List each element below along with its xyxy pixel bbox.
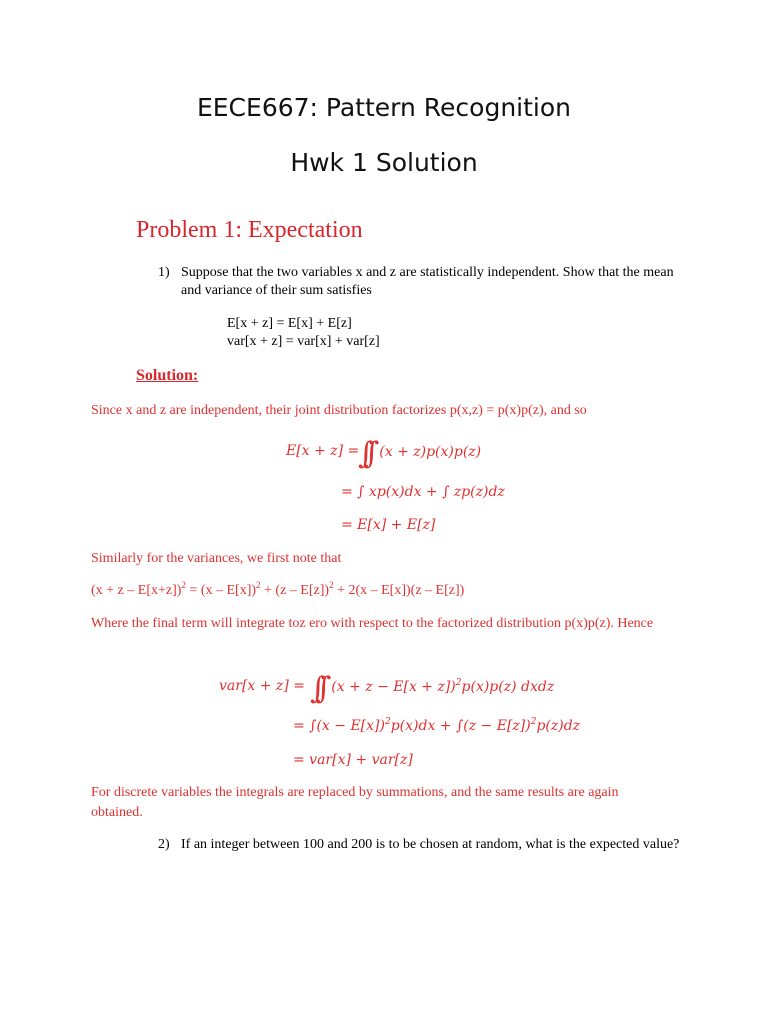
question-number: 2): [158, 837, 170, 852]
question-text: Suppose that the two variables x and z are statistically independent. Show that the mean and variance of their sum satisfies: [181, 265, 674, 298]
problem-heading: Problem 1: Expectation: [136, 217, 363, 243]
mean-derivation-line-3: = E[x] + E[z]: [341, 517, 436, 533]
double-integral-icon: ∫∫: [310, 671, 322, 706]
var-derivation-line-2: = $\int(x - E[x])^2p(x)dx + \int(z - E[z])^2p(z)dz$: [293, 717, 581, 734]
mean-derivation-lhs: E[x + z] =: [286, 443, 360, 459]
question-number: 1): [158, 265, 170, 280]
variance-intro: Similarly for the variances, we first note that: [91, 551, 342, 566]
solution-intro: Since x and z are independent, their joint distribution factorizes p(x,z) = p(x)p(z), and so: [91, 403, 587, 418]
question-1: [158, 264, 683, 304]
double-integral-icon: ∫∫: [358, 436, 370, 471]
solution-heading: Solution:: [136, 367, 199, 384]
variance-identity: $(x + z - E[x+z])^2 = (x - E[x])^2 + (z - E[z])^2 + 2(x - E[x])(z - E[z])$: [91, 580, 465, 598]
var-derivation-lhs: var[x + z] =: [219, 678, 305, 694]
mean-derivation-line-2: = ∫ xp(x)dx + ∫ zp(z)dz: [341, 484, 505, 500]
final-term-note: Where the final term will integrate toz ero with respect to the factorized distribution p(x)p(z). Hence: [91, 616, 654, 631]
document-title: Hwk 1 Solution: [290, 148, 478, 177]
mean-derivation-rhs: ∫∫ (x + z)p(x)p(z): [358, 436, 482, 471]
variance-equation: var[x + z] = var[x] + var[z]: [227, 334, 380, 349]
question-text: If an integer between 100 and 200 is to be chosen at random, what is the expected value?: [181, 837, 680, 852]
var-derivation-line-3: = var[x] + var[z]: [293, 752, 413, 768]
question-2: [158, 836, 683, 876]
discrete-note: For discrete variables the integrals are replaced by summations, and the same results are again obtained.: [91, 785, 619, 820]
mean-equation: E[x + z] = E[x] + E[z]: [227, 316, 352, 331]
course-title: EECE667: Pattern Recognition: [196, 93, 572, 122]
var-derivation-rhs: ∫∫ $(x + z - E[x + z])^2p(x)p(z)$ dxdz: [310, 671, 555, 706]
